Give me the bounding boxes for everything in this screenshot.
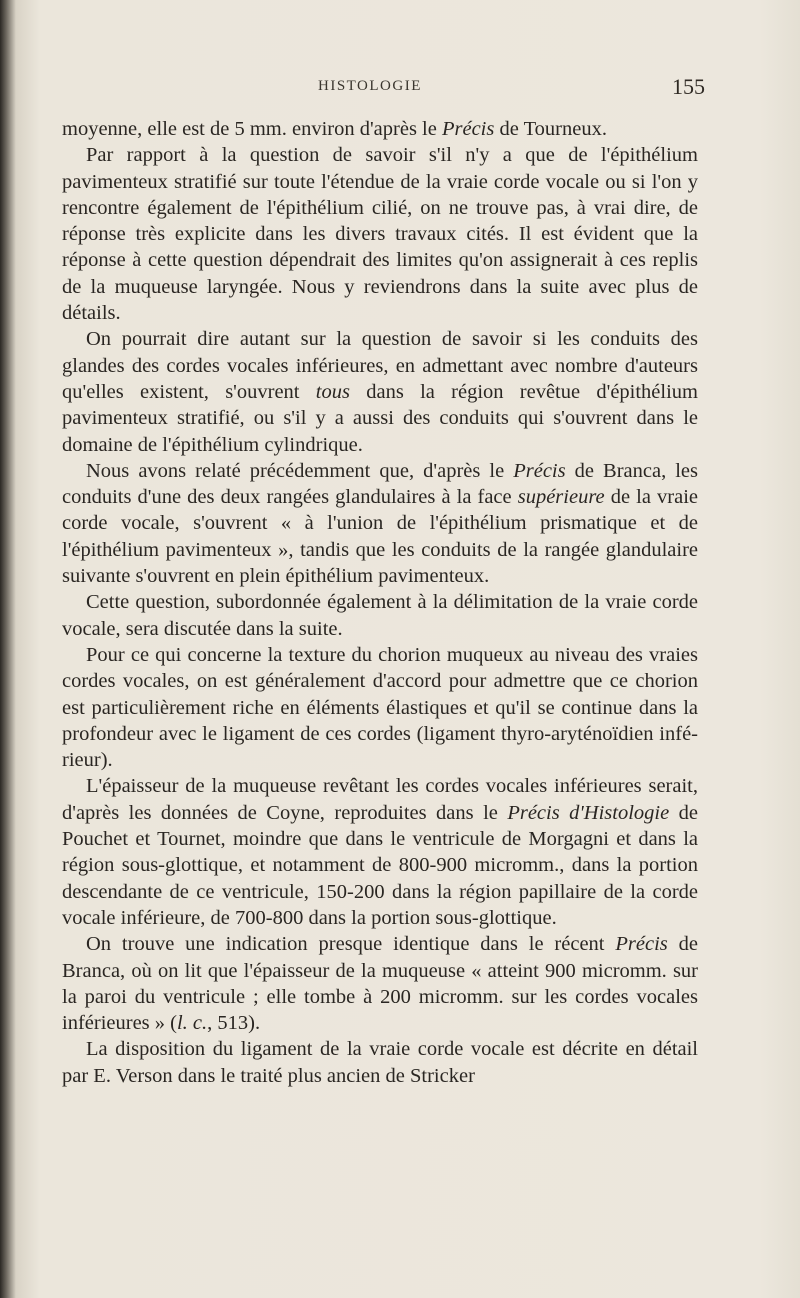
text-run-italic: Précis d'Histologie (507, 801, 670, 824)
text-run: de Branca, les conduits d'une des deux rangées glandulaires à la face (62, 459, 699, 509)
paragraph (62, 589, 698, 642)
running-title: HISTOLOGIE (318, 78, 422, 94)
paragraph (62, 773, 698, 931)
paragraph (62, 326, 698, 457)
text-run-italic: supérieure (517, 486, 605, 509)
text-run: Nous avons relaté précédemment que, d'après le (86, 459, 514, 482)
text-run: de Pouchet et Tournet, moindre que dans le ventricule de Morgagni et dans la région sous-glottique, et notamment de 800-900 micromm., dans la portion descendante de ce ventricule, 150-200 dans la région papillaire de la corde vocale inférieure, de 700-800 dans la portion sous-glottique. (62, 801, 699, 929)
paragraph (62, 116, 698, 142)
text-run: dans la région revêtue d'épithélium pavimenteux stratifié, ou s'il y a aussi des conduits qui s'ouvrent dans le domaine de l'épithélium cylindrique. (62, 380, 698, 456)
text-run: On trouve une indication presque identique dans le récent (86, 933, 616, 956)
paragraph (62, 1036, 698, 1089)
body-text (62, 116, 698, 1089)
text-run-italic: Précis (513, 459, 566, 482)
text-run: moyenne, elle est de 5 mm. environ d'après le (62, 118, 442, 140)
text-run: de Tourneux. (494, 118, 607, 140)
text-run-italic: tous (315, 380, 350, 403)
text-run: Pour ce qui concerne la texture du chorion muqueux au niveau des vraies cordes vocales, on est généralement d'accord pour admettre que ce chorion est particulièrement riche en éléments élastiques et qu'il se continue dans la profondeur avec le ligament de ces cordes (ligament thyro-aryténoïdien inférieur). (62, 643, 698, 772)
text-run-italic: Précis (615, 933, 668, 956)
running-head (0, 74, 800, 99)
text-run: La disposition du ligament de la vraie corde vocale est décrite en détail par E. Verson dans le traité plus ancien de Stricker (62, 1038, 698, 1087)
text-run: de la vraie corde vocale, s'ouvrent « à l'union de l'épithélium prismatique et de l'épithélium pavimenteux », tandis que les conduits de la rangée glandulaire suivante s'ouvrent en plein épithélium pavimenteux. (62, 486, 698, 588)
text-run: L'épaisseur de la muqueuse revêtant les cordes vocales inférieures serait, d'après les données de Coyne, reproduites dans le (62, 775, 698, 824)
paragraph (62, 931, 698, 1036)
text-run: Par rapport à la question de savoir s'il n'y a que de l'épithélium pavimenteux stratifié sur toute l'étendue de la vraie corde vocale ou si l'on y rencontre également de l'épithélium cilié, on ne trouve pas, à vrai dire, de réponse très explicite dans les divers travaux cités. Il est évident que la réponse à cette question dépendrait des limites qu'on assignerait à ces replis de la muqueuse laryngée. Nous y reviendrons dans la suite avec plus de détails. (62, 144, 698, 325)
text-run: de Branca, où on lit que l'épaisseur de la muqueuse « atteint 900 micromm. sur la paroi du ventricule ; elle tombe à 200 micromm. sur les cordes vocales inférieures » ( (62, 933, 698, 1035)
text-run-italic: l. c. (176, 1012, 208, 1035)
paragraph (62, 642, 698, 773)
paragraph (62, 458, 698, 589)
page-number: 155 (672, 74, 705, 99)
text-run: Cette question, subordonnée également à la délimitation de la vraie corde vocale, sera discutée dans la suite. (62, 591, 698, 640)
text-run-italic: Précis (441, 118, 495, 140)
paragraph (62, 142, 698, 326)
text-run: , 513). (207, 1012, 261, 1035)
text-run: On pourrait dire autant sur la question de savoir si les conduits des glandes des cordes vocales inférieures, en admettant avec nombre d'auteurs qu'elles existent, s'ouvrent (62, 328, 698, 403)
